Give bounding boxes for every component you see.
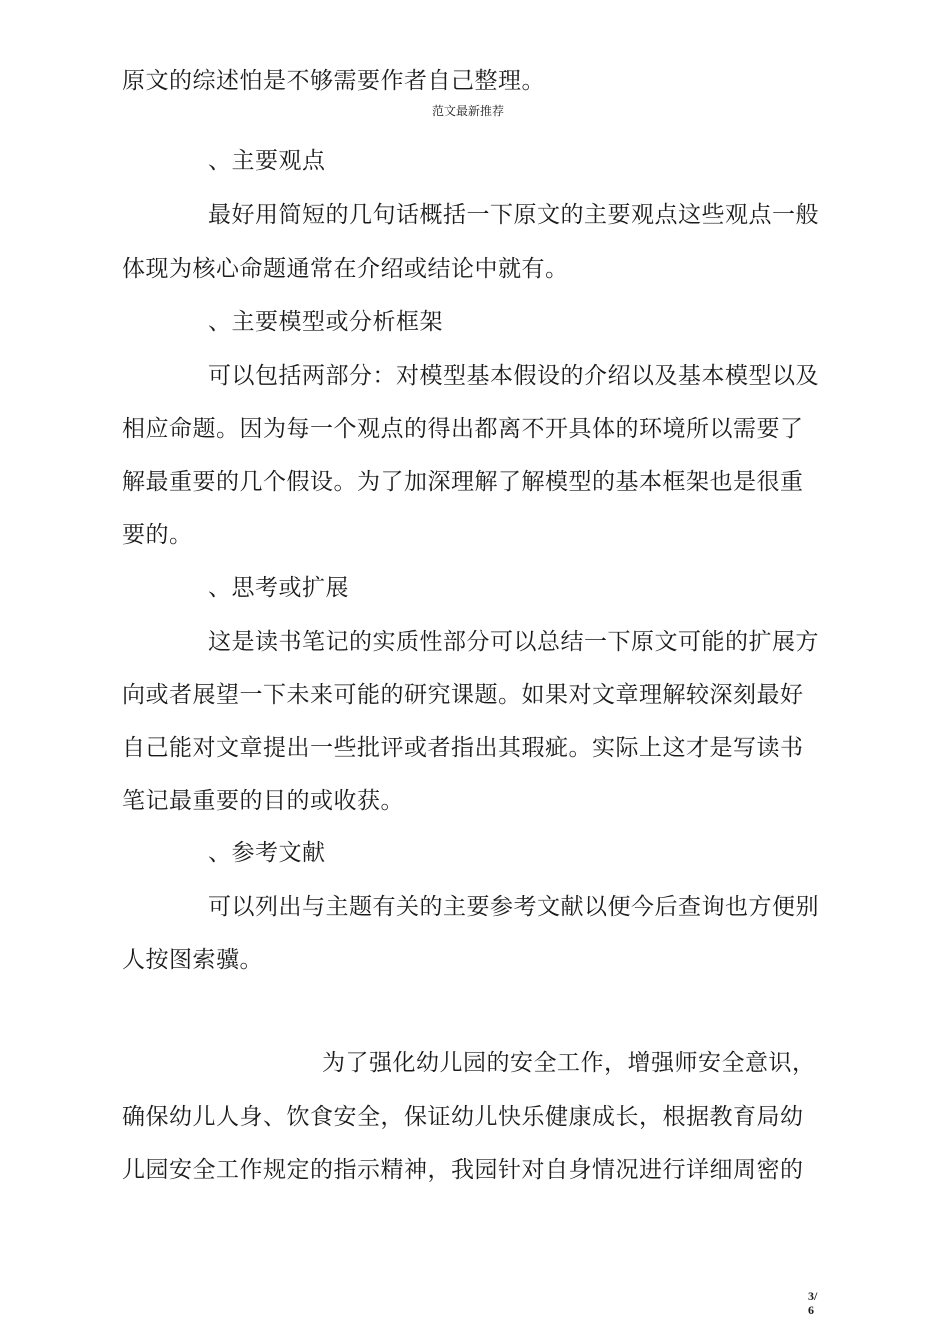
paragraph-line: 确保幼儿人身、饮食安全，保证幼儿快乐健康成长，根据教育局幼 [122,1104,804,1130]
paragraph-line: 最好用简短的几句话概括一下原文的主要观点这些观点一般 [208,202,819,228]
paragraph-line: 相应命题。因为每一个观点的得出都离不开具体的环境所以需要了 [122,416,804,442]
watermark-label: 范文最新推荐 [432,104,505,118]
paragraph-line: 向或者展望一下未来可能的研究课题。如果对文章理解较深刻最好 [122,682,804,708]
paragraph-line: 要的。 [122,522,193,548]
paragraph-line: 这是读书笔记的实质性部分可以总结一下原文可能的扩展方 [208,629,819,655]
paragraph-line: 体现为核心命题通常在介绍或结论中就有。 [122,256,569,282]
paragraph-line: 可以列出与主题有关的主要参考文献以便今后查询也方便别 [208,894,819,920]
page-number-total: 6 [808,1303,814,1317]
section-heading: 、参考文献 [208,840,326,866]
page-number-current: 3/ [808,1289,818,1303]
paragraph-line: 自己能对文章提出一些批评或者指出其瑕疵。实际上这才是写读书 [122,735,804,761]
paragraph-line: 可以包括两部分：对模型基本假设的介绍以及基本模型以及 [208,363,819,389]
paragraph-line: 解最重要的几个假设。为了加深理解了解模型的基本框架也是很重 [122,469,804,495]
section-heading: 、主要模型或分析框架 [208,309,443,335]
paragraph-line: 笔记最重要的目的或收获。 [122,788,404,814]
paragraph-line: 为了强化幼儿园的安全工作，增强师安全意识， [322,1050,816,1076]
paragraph-line: 人按图索骥。 [122,947,263,973]
section-heading: 、思考或扩展 [208,575,349,601]
section-heading: 、主要观点 [208,148,326,174]
paragraph-line: 儿园安全工作规定的指示精神，我园针对自身情况进行详细周密的 [122,1157,804,1183]
paragraph-line: 原文的综述怕是不够需要作者自己整理。 [122,68,545,94]
page-number [808,1289,817,1317]
